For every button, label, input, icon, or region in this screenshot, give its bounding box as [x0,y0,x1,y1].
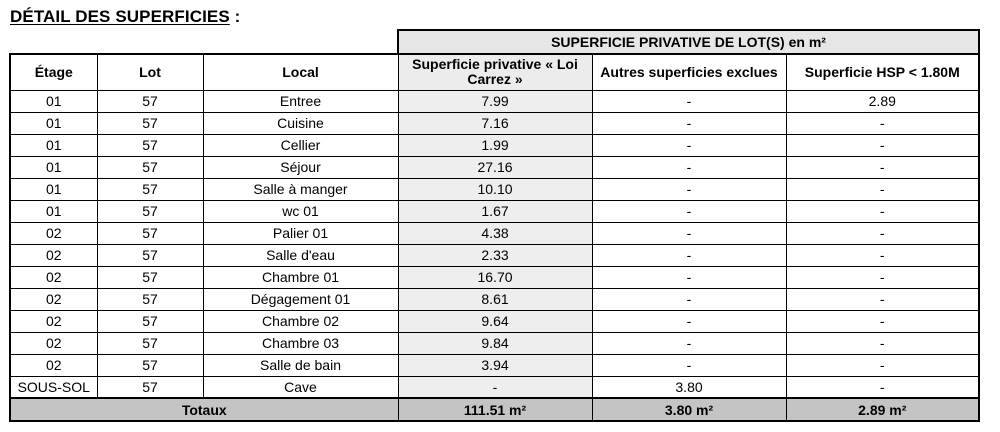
blank-cell [10,30,398,54]
table-row [10,178,979,200]
table-row [10,266,979,288]
cell-autres: - [592,310,786,332]
table-header-row [10,54,979,90]
cell-hsp: - [786,288,979,310]
cell-etage: 02 [10,288,97,310]
cell-local: Entree [203,90,398,112]
cell-carrez: 7.16 [398,112,592,134]
cell-hsp: - [786,266,979,288]
cell-lot: 57 [97,200,203,222]
cell-hsp: - [786,200,979,222]
cell-hsp: - [786,222,979,244]
cell-carrez: 2.33 [398,244,592,266]
totals-row [10,398,979,421]
superficies-table [9,29,980,422]
cell-local: Séjour [203,156,398,178]
totals-carrez: 111.51 m² [398,398,592,421]
cell-etage: 02 [10,266,97,288]
table-row [10,244,979,266]
cell-autres: - [592,178,786,200]
cell-etage: 01 [10,90,97,112]
cell-autres: - [592,288,786,310]
cell-lot: 57 [97,178,203,200]
table-row [10,310,979,332]
totals-autres: 3.80 m² [592,398,786,421]
cell-autres: - [592,90,786,112]
cell-autres: - [592,200,786,222]
cell-local: Salle d'eau [203,244,398,266]
table-row [10,112,979,134]
cell-lot: 57 [97,134,203,156]
cell-etage: 02 [10,222,97,244]
page-title-text: DÉTAIL DES SUPERFICIES [10,7,230,26]
cell-hsp: 2.89 [786,90,979,112]
col-header-lot: Lot [97,54,203,90]
cell-etage: SOUS-SOL [10,376,97,398]
super-header-cell: SUPERFICIE PRIVATIVE DE LOT(S) en m² [398,30,979,54]
cell-hsp: - [786,332,979,354]
cell-etage: 01 [10,134,97,156]
table-row [10,222,979,244]
cell-carrez: 3.94 [398,354,592,376]
cell-autres: - [592,332,786,354]
cell-local: wc 01 [203,200,398,222]
cell-local: Dégagement 01 [203,288,398,310]
cell-lot: 57 [97,332,203,354]
cell-lot: 57 [97,310,203,332]
cell-carrez: 10.10 [398,178,592,200]
cell-carrez: 7.99 [398,90,592,112]
cell-etage: 01 [10,112,97,134]
cell-hsp: - [786,376,979,398]
table-row [10,332,979,354]
cell-lot: 57 [97,376,203,398]
cell-hsp: - [786,112,979,134]
col-header-autres: Autres superficies exclues [592,54,786,90]
table-row [10,288,979,310]
cell-autres: - [592,354,786,376]
cell-local: Cellier [203,134,398,156]
cell-autres: - [592,266,786,288]
cell-local: Chambre 02 [203,310,398,332]
cell-autres: - [592,134,786,156]
col-header-hsp: Superficie HSP < 1.80M [786,54,979,90]
table-super-header-row [10,30,979,54]
cell-autres: - [592,222,786,244]
table-row [10,90,979,112]
col-header-etage: Étage [10,54,97,90]
cell-local: Palier 01 [203,222,398,244]
totals-label: Totaux [10,398,398,421]
cell-hsp: - [786,310,979,332]
cell-local: Salle de bain [203,354,398,376]
table-row [10,156,979,178]
cell-hsp: - [786,134,979,156]
cell-carrez: 9.84 [398,332,592,354]
cell-lot: 57 [97,244,203,266]
cell-local: Chambre 03 [203,332,398,354]
cell-lot: 57 [97,288,203,310]
cell-hsp: - [786,354,979,376]
page-title-suffix: : [229,7,241,26]
cell-lot: 57 [97,354,203,376]
col-header-carrez: Superficie privative « Loi Carrez » [398,54,592,90]
cell-carrez: 16.70 [398,266,592,288]
cell-hsp: - [786,178,979,200]
table-row [10,376,979,398]
cell-carrez: 27.16 [398,156,592,178]
cell-local: Cave [203,376,398,398]
table-row [10,134,979,156]
cell-carrez: 4.38 [398,222,592,244]
col-header-local: Local [203,54,398,90]
cell-autres: 3.80 [592,376,786,398]
cell-etage: 01 [10,178,97,200]
cell-lot: 57 [97,222,203,244]
cell-carrez: 9.64 [398,310,592,332]
table-row [10,200,979,222]
cell-etage: 01 [10,156,97,178]
cell-local: Salle à manger [203,178,398,200]
cell-local: Chambre 01 [203,266,398,288]
cell-etage: 02 [10,332,97,354]
cell-etage: 02 [10,310,97,332]
cell-local: Cuisine [203,112,398,134]
totals-hsp: 2.89 m² [786,398,979,421]
cell-hsp: - [786,244,979,266]
table-body [10,90,979,398]
cell-autres: - [592,244,786,266]
cell-lot: 57 [97,112,203,134]
cell-carrez: 1.99 [398,134,592,156]
cell-lot: 57 [97,90,203,112]
table-row [10,354,979,376]
cell-hsp: - [786,156,979,178]
cell-etage: 01 [10,200,97,222]
page-title [10,7,240,27]
cell-carrez: 8.61 [398,288,592,310]
cell-etage: 02 [10,354,97,376]
cell-carrez: - [398,376,592,398]
cell-lot: 57 [97,266,203,288]
cell-autres: - [592,112,786,134]
cell-lot: 57 [97,156,203,178]
cell-carrez: 1.67 [398,200,592,222]
cell-etage: 02 [10,244,97,266]
cell-autres: - [592,156,786,178]
